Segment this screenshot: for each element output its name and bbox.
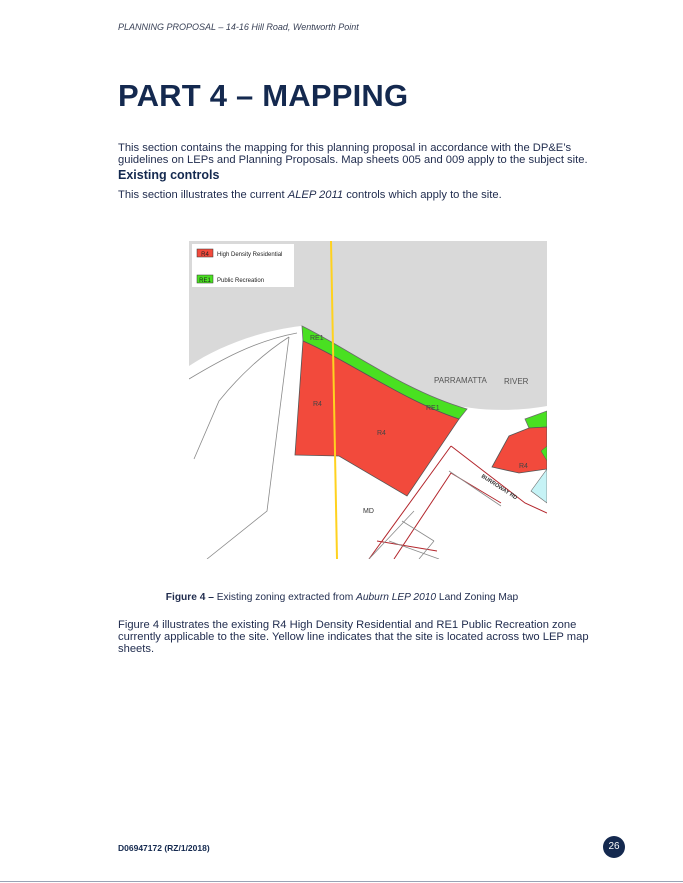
running-header: PLANNING PROPOSAL – 14-16 Hill Road, Wentworth Point: [118, 22, 359, 32]
caption-italic: Auburn LEP 2010: [356, 592, 437, 603]
existing-text-italic: ALEP 2011: [287, 189, 344, 201]
figure-caption: [118, 592, 566, 603]
legend-label-re1: Public Recreation: [217, 278, 265, 284]
label-re1-mid: RE1: [426, 405, 440, 412]
existing-text-before: This section illustrates the current: [118, 189, 288, 201]
legend-code-r4: R4: [201, 252, 209, 258]
caption-figure-label: Figure 4 –: [165, 592, 214, 603]
footer-divider: [0, 881, 683, 882]
figure-description: Figure 4 illustrates the existing R4 High Density Residential and RE1 Public Recreation zone currently applicable to the site. Yellow line indicates that the site is located across two LEP map sheets.: [118, 619, 589, 655]
page-number-badge: 26: [603, 836, 625, 858]
intro-paragraph: This section contains the mapping for this planning proposal in accordance with the DP&E’s guidelines on LEPs and Planning Proposals. Map sheets 005 and 009 apply to the subject site.: [118, 142, 588, 166]
caption-text-1: Existing zoning extracted from: [213, 592, 357, 603]
caption-text-2: Land Zoning Map: [436, 592, 519, 603]
label-re1-top: RE1: [310, 335, 324, 342]
zoning-map: [189, 241, 547, 559]
section-heading: Existing controls: [118, 168, 220, 182]
label-r4-mid: R4: [377, 430, 386, 437]
label-river-parramatta: PARRAMATTA: [434, 376, 487, 385]
label-r4-left: R4: [313, 401, 322, 408]
label-r4-right: R4: [519, 463, 528, 470]
label-road: BURROWAY RD: [479, 473, 519, 502]
label-river: RIVER: [504, 377, 529, 386]
existing-text-after: controls which apply to the site.: [343, 189, 502, 201]
label-md: MD: [363, 508, 374, 515]
legend-label-r4: High Density Residential: [217, 252, 283, 258]
existing-controls-paragraph: [118, 189, 618, 201]
page-title: PART 4 – MAPPING: [118, 78, 409, 113]
document-code: D06947172 (RZ/1/2018): [118, 843, 210, 853]
legend-code-re1: RE1: [199, 278, 211, 284]
